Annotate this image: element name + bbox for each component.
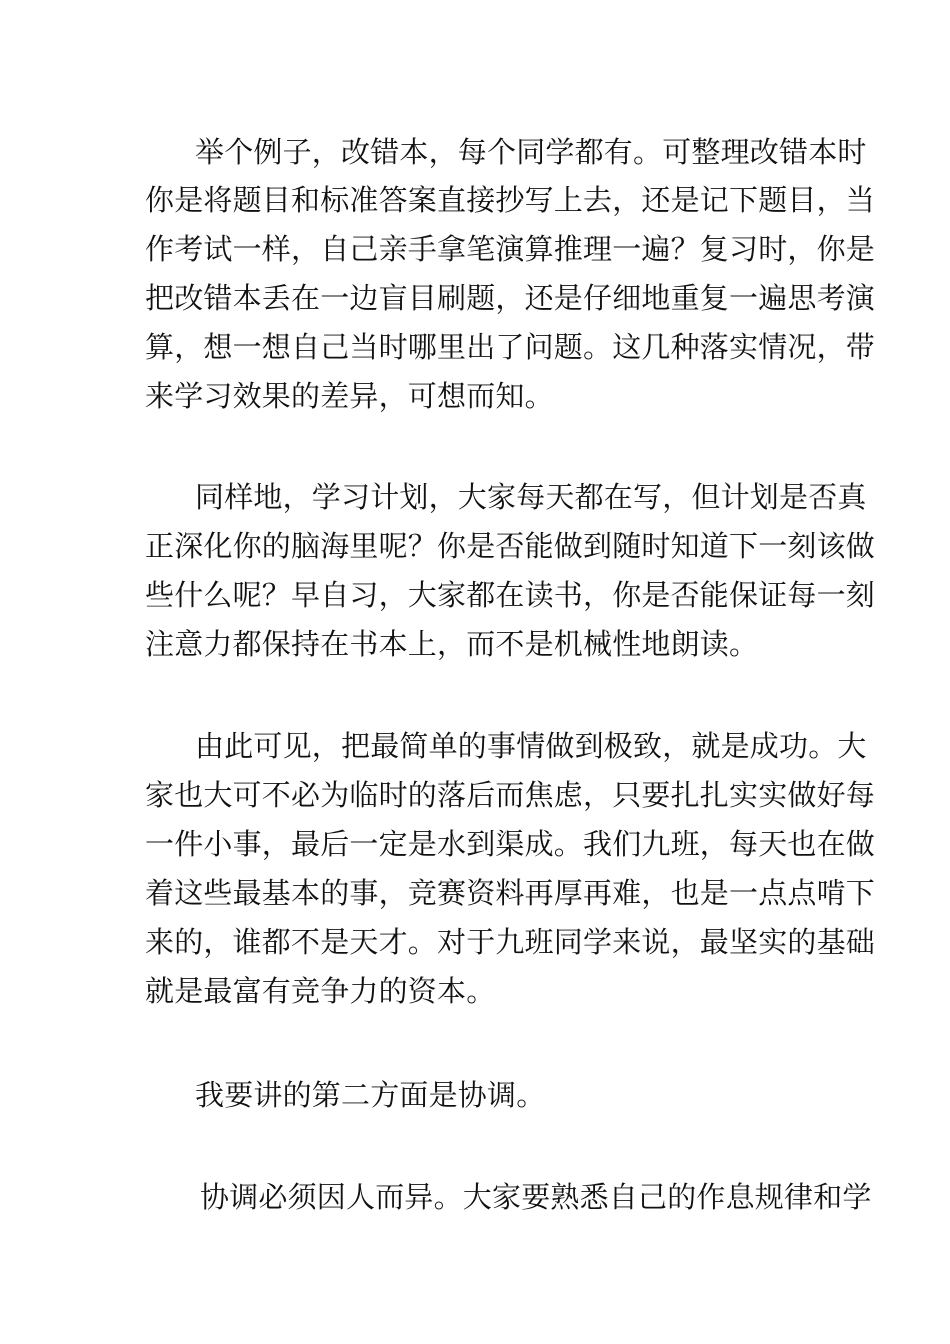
paragraph-line: 正深化你的脑海里呢？你是否能做到随时知道下一刻该做 — [145, 529, 876, 563]
paragraph-line: 算，想一想自己当时哪里出了问题。这几种落实情况，带 — [145, 330, 876, 364]
paragraph-line: 注意力都保持在书本上，而不是机械性地朗读。 — [145, 627, 759, 661]
paragraph-line: 作考试一样，自己亲手拿笔演算推理一遍？复习时，你是 — [145, 232, 876, 266]
paragraph-line: 协调必须因人而异。大家要熟悉自己的作息规律和学 — [200, 1180, 872, 1214]
paragraph-line: 来学习效果的差异，可想而知。 — [145, 379, 554, 413]
paragraph-line: 我要讲的第二方面是协调。 — [195, 1078, 546, 1112]
paragraph-line: 由此可见，把最简单的事情做到极致，就是成功。大 — [195, 729, 867, 763]
paragraph-line: 举个例子，改错本，每个同学都有。可整理改错本时 — [195, 135, 867, 169]
paragraph-line: 就是最富有竞争力的资本。 — [145, 974, 496, 1008]
paragraph-line: 你是将题目和标准答案直接抄写上去，还是记下题目，当 — [145, 183, 876, 217]
paragraph-line: 着这些最基本的事，竞赛资料再厚再难，也是一点点啃下 — [145, 876, 876, 910]
paragraph-line: 同样地，学习计划，大家每天都在写，但计划是否真 — [195, 480, 867, 514]
paragraph-line: 一件小事，最后一定是水到渠成。我们九班，每天也在做 — [145, 827, 876, 861]
paragraph-line: 把改错本丢在一边盲目刷题，还是仔细地重复一遍思考演 — [145, 281, 876, 315]
paragraph-line: 来的，谁都不是天才。对于九班同学来说，最坚实的基础 — [145, 925, 876, 959]
paragraph-line: 些什么呢？早自习，大家都在读书，你是否能保证每一刻 — [145, 578, 876, 612]
paragraph-line: 家也大可不必为临时的落后而焦虑，只要扎扎实实做好每 — [145, 778, 876, 812]
